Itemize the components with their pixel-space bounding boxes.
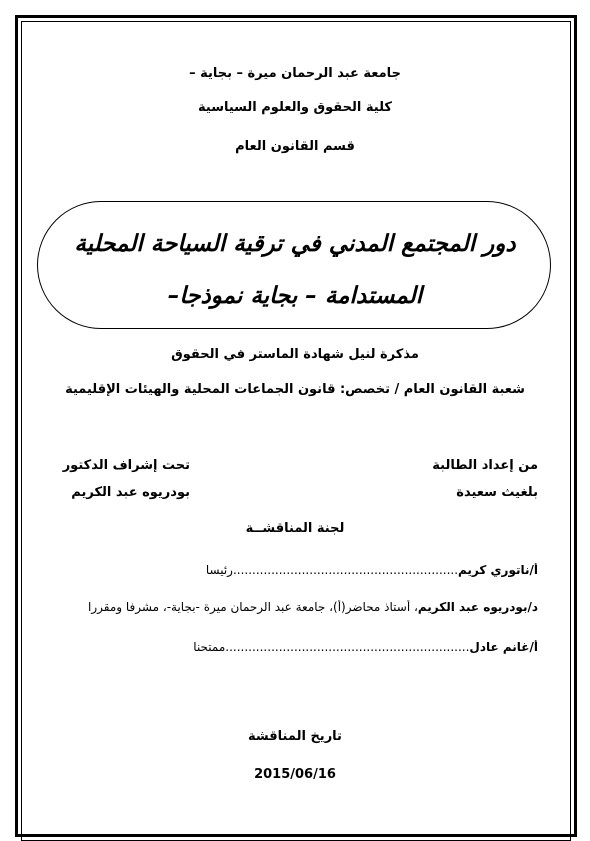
committee-member-supervisor [64, 600, 538, 614]
committee-heading: لجنة المناقشــة [245, 521, 345, 536]
member-prefix: أ/ [529, 640, 538, 654]
defense-date: 2015/06/16 [254, 767, 336, 782]
member-role: ................................................................ممتحنا [193, 640, 470, 654]
student-label: من إعداد الطالبة [432, 458, 538, 473]
branch-specialty: شعبة القانون العام / تخصص: قانون الجماعات المحلية والهيئات الإقليمية [65, 382, 525, 397]
committee-member-examiner [64, 640, 538, 654]
member-role: ...........................................................رئيسا [205, 563, 459, 577]
thesis-title-line-2: المستدامة – بجاية نموذجا– [167, 283, 423, 309]
supervisor-label: تحت إشراف الدكتور [62, 458, 190, 473]
committee-member-president [64, 563, 538, 577]
member-name: ناتوري كريم [458, 563, 530, 577]
member-prefix: د/ [527, 600, 538, 614]
title-box [37, 201, 551, 329]
degree-statement: مذكرة لنيل شهادة الماستر في الحقوق [171, 347, 419, 362]
member-role: ، أستاذ محاضر(أ)، جامعة عبد الرحمان ميرة -بجاية-، مشرفا ومقررا [88, 600, 418, 614]
member-name: بودريوه عبد الكريم [417, 600, 528, 614]
member-name: غانم عادل [469, 640, 530, 654]
member-prefix: أ/ [529, 563, 538, 577]
defense-date-label: تاريخ المناقشة [248, 729, 342, 744]
faculty-name: كلية الحقوق والعلوم السياسية [198, 100, 392, 115]
department-name: قسم القانون العام [235, 139, 355, 154]
thesis-title-line-1: دور المجتمع المدني في ترقية السياحة المحلية [74, 231, 516, 257]
student-name: بلغيث سعيدة [456, 485, 538, 500]
university-name: جامعة عبد الرحمان ميرة – بجاية – [189, 66, 401, 81]
supervisor-name: بودريوه عبد الكريم [71, 485, 190, 500]
